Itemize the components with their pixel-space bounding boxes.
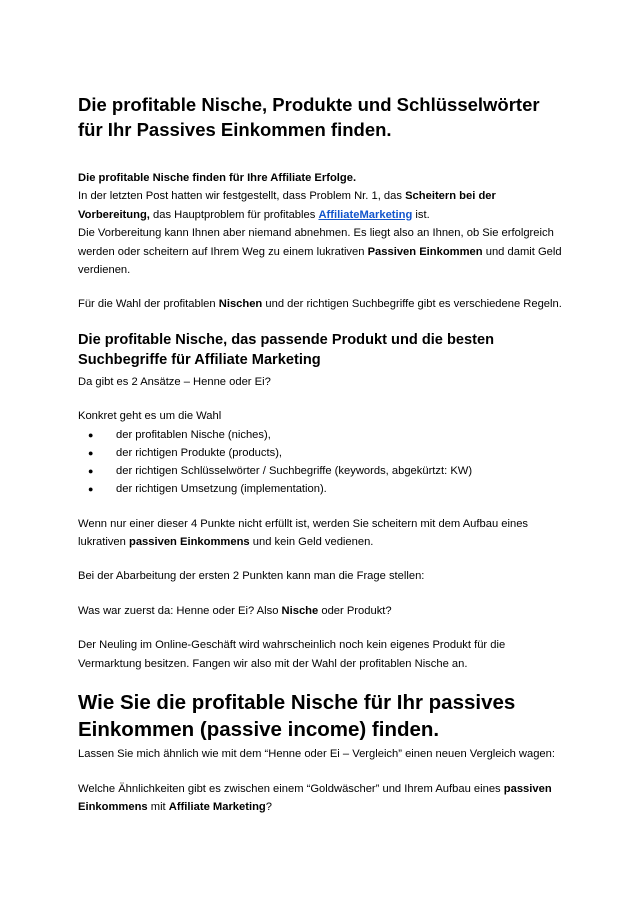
section2-p2-a: Welche Ähnlichkeiten gibt es zwischen einem “Goldwäscher” und Ihrem Aufbau eines [78,782,504,795]
section1-p3 [78,515,568,552]
section2-p2-d: Affiliate Marketing [168,800,266,813]
document-title: Die profitable Nische, Produkte und Schlüsselwörter für Ihr Passives Einkommen finden. [78,94,540,140]
section2-p1: Lassen Sie mich ähnlich wie mit dem “Henne oder Ei – Vergleich” einen neuen Vergleich wagen: [78,748,555,761]
section1-p5 [78,602,568,620]
section1-p3-a: Wenn nur einer dieser 4 Punkte nicht erfüllt ist, werden Sie scheitern mit dem Aufbau eines lukrativen [78,517,529,549]
intro-p3-b: Nischen [218,298,263,311]
intro-heading: Die profitable Nische finden für Ihre Affiliate Erfolge. [78,172,357,184]
section2-p2-b: passiven Einkommens [78,782,552,813]
intro-block [78,169,568,279]
section2-heading: Wie Sie die profitable Nische für Ihr passives Einkommen (passive income) finden. [78,691,516,742]
section1-p4: Bei der Abarbeitung der ersten 2 Punkten kann man die Frage stellen: [78,570,425,583]
list-item: ● der richtigen Schlüsselwörter / Suchbegriffe (keywords, abgekürtzt: KW) [78,462,568,480]
intro-paragraph-3 [78,295,568,313]
section2-p2-e: ? [265,800,272,813]
intro-p1-b: Scheitern bei der Vorbereitung, [78,190,496,221]
intro-p3-a: Für die Wahl der profitablen [78,298,219,311]
criteria-list [78,426,568,498]
section1-p5-a: Was war zuerst da: Henne oder Ei? Also [78,604,282,617]
intro-p2-c: und damit Geld verdienen. [78,245,562,277]
section1-p5-b: Nische [281,604,319,617]
intro-p2-b: Passiven Einkommen [367,245,483,258]
intro-p1-a: In der letzten Post hatten wir festgestellt, dass Problem Nr. 1, das [78,190,406,203]
section1-p5-c: oder Produkt? [318,604,392,617]
list-item: ● der profitablen Nische (niches), [78,426,568,444]
document-page [78,92,568,832]
affiliate-marketing-link[interactable]: AffiliateMarketing [318,208,413,221]
intro-p2-a: Die Vorbereitung kann Ihnen aber niemand abnehmen. Es liegt also an Ihnen, ob Sie erfolgreich werden oder scheitern auf Ihrem Weg zu einem lukrativen [78,227,554,258]
section2-p2 [78,780,568,817]
section1-p2: Konkret geht es um die Wahl [78,410,222,423]
intro-p3-c: und der richtigen Suchbegriffe gibt es verschiedene Regeln. [262,298,562,311]
section1-p1: Da gibt es 2 Ansätze – Henne oder Ei? [78,375,271,388]
section1-p6: Der Neuling im Online-Geschäft wird wahrscheinlich noch kein eigenes Produkt für die Vermarktung besitzen. Fangen wir also mit der Wahl der profitablen Nische an. [78,639,506,670]
section1-p3-b: passiven Einkommens [129,536,250,549]
list-item: ● der richtigen Produkte (products), [78,444,568,462]
section2-p2-c: mit [147,800,169,813]
section1-heading: Die profitable Nische, das passende Produkt und die besten Suchbegriffe für Affiliate Marketing [78,331,495,368]
section1-p3-c: und kein Geld vedienen. [249,536,374,549]
list-item: ● der richtigen Umsetzung (implementation). [78,480,568,498]
intro-p1-d: ist. [412,208,430,221]
intro-p1-c: das Hauptproblem für profitables [149,208,319,221]
